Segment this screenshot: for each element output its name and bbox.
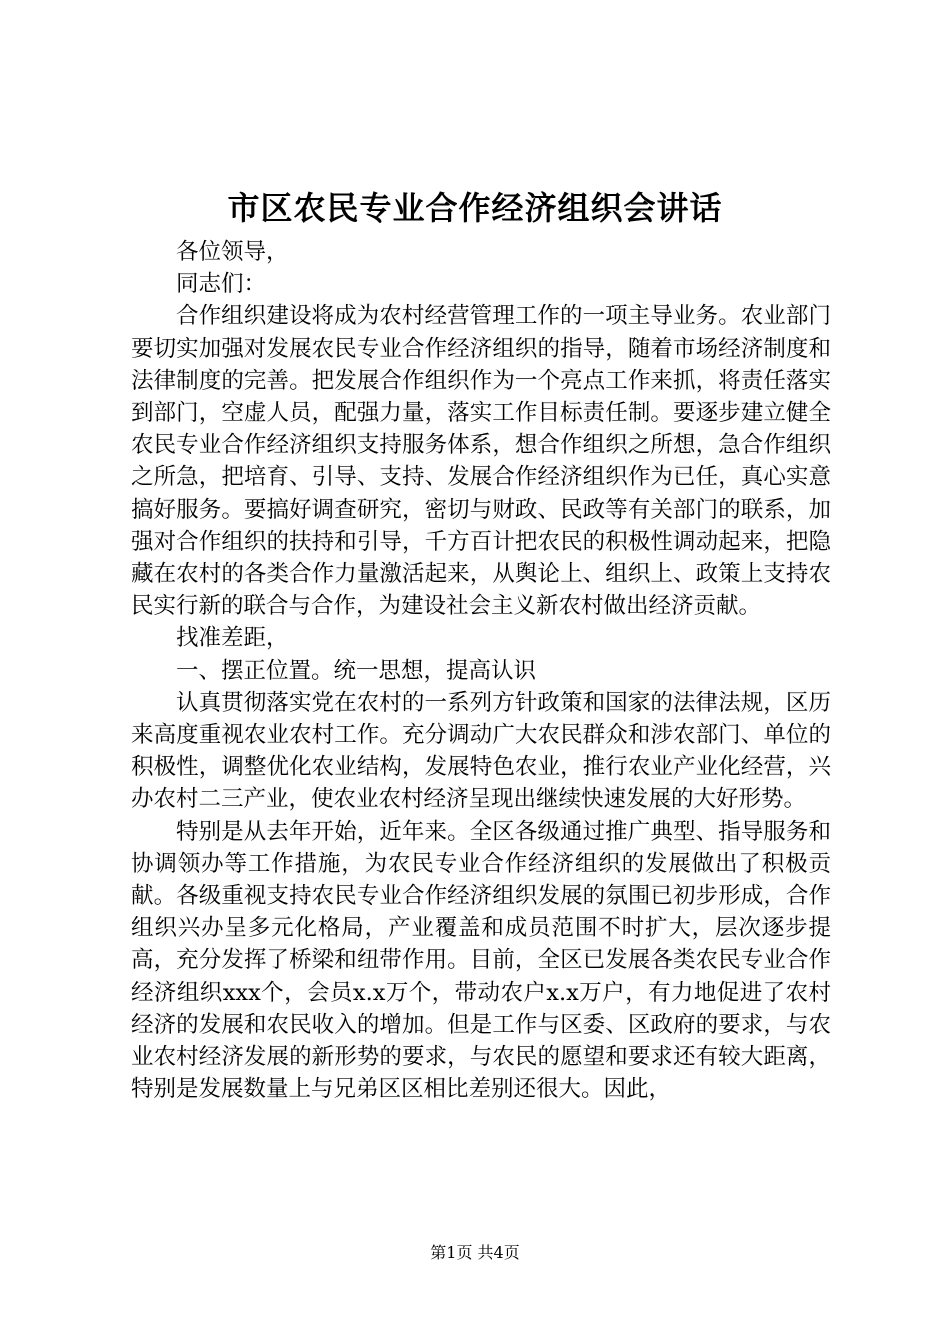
section-heading: 一、摆正位置。统一思想，提高认识 (176, 657, 537, 684)
document-title: 市区农民专业合作经济组织会讲话 (227, 189, 723, 227)
page-number-footer: 第1页 共4页 (430, 1243, 520, 1262)
salutation-leaders: 各位领导， (176, 239, 289, 265)
paragraph: 特别是从去年开始，近年来。全区各级通过推广典型、指导服务和协调领办等工作措施，为农民专业合作经济组织的发展做出了积极贡献。各级重视支持农民专业合作经济组织发展的氛围已初步形成，合作组织兴办呈多元化格局，产业覆盖和成员范围不时扩大，层次逐步提高，充分发挥了桥梁和纽带作用。目前，全区已发展各类农民专业合作经济组织xxx个，会员x.x万个，带动农户x.x万户，有力地促进了农村经济的发展和农民收入的增加。但是工作与区委、区政府的要求，与农业农村经济发展的新形势的要求，与农民的愿望和要求还有较大距离，特别是发展数量上与兄弟区区相比差别还很大。因此， (131, 818, 831, 1103)
paragraph: 认真贯彻落实党在农村的一系列方针政策和国家的法律法规，区历来高度重视农业农村工作。充分调动广大农民群众和涉农部门、单位的积极性，调整优化农业结构，发展特色农业，推行农业产业化经营，兴办农村二三产业，使农业农村经济呈现出继续快速发展的大好形势。 (131, 689, 831, 813)
salutation-comrades: 同志们： (176, 271, 267, 298)
paragraph: 合作组织建设将成为农村经营管理工作的一项主导业务。农业部门要切实加强对发展农民专业合作经济组织的指导，随着市场经济制度和法律制度的完善。把发展合作组织作为一个亮点工作来抓，将责任落实到部门，空虚人员，配强力量，落实工作目标责任制。要逐步建立健全农民专业合作经济组织支持服务体系，想合作组织之所想，急合作组织之所急，把培育、引导、支持、发展合作经济组织作为已任，真心实意搞好服务。要搞好调查研究，密切与财政、民政等有关部门的联系，加强对合作组织的扶持和引导，千方百计把农民的积极性调动起来，把隐藏在农村的各类合作力量激活起来，从舆论上、组织上、政策上支持农民实行新的联合与合作，为建设社会主义新农村做出经济贡献。 (131, 303, 831, 620)
document-body (131, 236, 831, 1105)
paragraph: 找准差距， (176, 625, 289, 652)
